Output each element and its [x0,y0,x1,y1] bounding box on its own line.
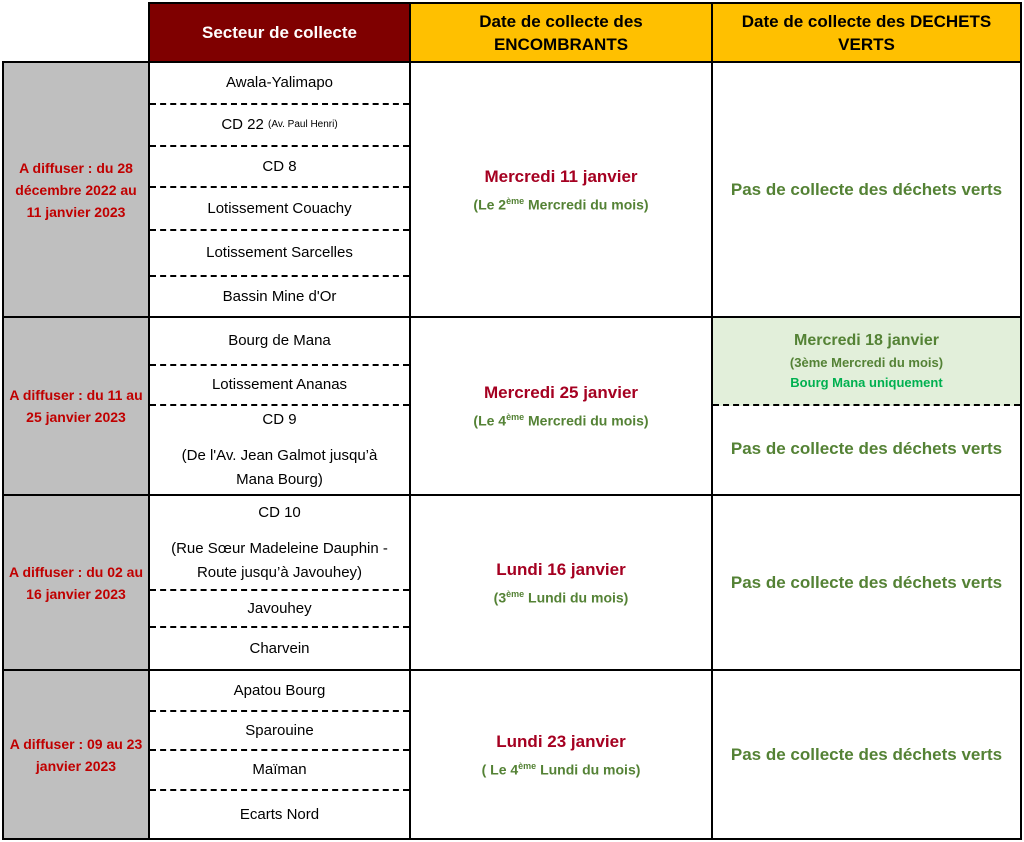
row1-sector-6 [150,277,409,316]
row4-enc-sub: ( Le 4ème Lundi du mois) [481,760,641,778]
header-encombrants [409,2,713,63]
row4-sector-2-text: Sparouine [245,721,314,739]
row3-sector-2 [150,591,409,628]
row2-sectors [148,316,411,496]
row2-verts-top-date: Mercredi 18 janvier [794,332,939,349]
row3-period [2,494,150,671]
row1-sector-1 [150,63,409,105]
row4-period-text: A diffuser : 09 au 23 janvier 2023 [9,735,143,774]
row2-sector-2-text: Lotissement Ananas [211,376,348,393]
row2-verts-bottom [713,404,1020,494]
row4-sector-1 [150,671,409,712]
row2-verts-top-note: Bourg Mana uniquement [790,375,943,390]
row4-period [2,669,150,840]
row1-period [2,61,150,318]
row4-enc-date: Lundi 23 janvier [496,731,626,751]
row1-sector-3-text: CD 8 [262,157,297,175]
row2-sector-2 [150,366,409,406]
row2-period [2,316,150,496]
row4-verts-text: Pas de collecte des déchets verts [730,744,1003,764]
row1-verts-text: Pas de collecte des déchets verts [730,179,1003,199]
header-verts-text: Date de collecte des DECHETS VERTS [741,11,992,54]
row2-period-text: A diffuser : du 11 au 25 janvier 2023 [9,387,143,425]
header-verts [711,2,1022,63]
row3-sector-1-sub: (Rue Sœur Madeleine Dauphin - Route jusqu’à Javouhey) [171,539,388,581]
row4-sector-4 [150,791,409,838]
row1-sector-4-text: Lotissement Couachy [207,199,352,217]
row1-sector-5-text: Lotissement Sarcelles [206,244,353,261]
row1-verts [711,61,1022,318]
row3-encombrants [409,494,713,671]
row2-sector-1-text: Bourg de Mana [228,332,331,349]
row4-sector-4-text: Ecarts Nord [239,805,320,823]
row2-sector-1 [150,318,409,366]
header-encombrants-text: Date de collecte des ENCOMBRANTS [479,11,643,54]
row3-verts-text: Pas de collecte des déchets verts [730,572,1003,592]
row1-sector-2-note: (Av. Paul Henri) [268,119,338,130]
row3-period-text: A diffuser : du 02 au 16 janvier 2023 [8,563,144,602]
row2-verts-text: Pas de collecte des déchets verts [730,439,1003,458]
row2-sector-3-text: CD 9 [262,411,297,428]
row4-sector-3-text: Maïman [252,761,307,778]
row2-enc-date: Mercredi 25 janvier [483,383,639,403]
row2-verts [711,316,1022,496]
row1-enc-sub: (Le 2ème Mercredi du mois) [473,195,649,213]
row3-sector-3 [150,628,409,669]
row1-sector-6-text: Bassin Mine d'Or [222,287,337,305]
row1-enc-date: Mercredi 11 janvier [484,166,638,186]
row1-encombrants [409,61,713,318]
row1-sector-2-text: CD 22 [221,116,264,133]
row2-verts-top [713,318,1020,406]
row1-sector-1-text: Awala-Yalimapo [226,74,333,91]
row1-sector-3 [150,147,409,188]
row3-enc-sub: (3ème Lundi du mois) [493,588,629,606]
row1-sector-5 [150,231,409,277]
row4-sectors [148,669,411,840]
row1-sectors [148,61,411,318]
row2-verts-top-sub: (3ème Mercredi du mois) [789,355,944,370]
row2-sector-3-sub: (De l'Av. Jean Galmot jusqu’à Mana Bourg) [181,447,378,488]
header-sector-text: Secteur de collecte [202,23,357,42]
row4-sector-3 [150,751,409,791]
row3-sector-3-text: Charvein [249,639,310,657]
row4-verts [711,669,1022,840]
row3-enc-date: Lundi 16 janvier [496,559,626,579]
row1-period-text: A diffuser : du 28 décembre 2022 au 11 janvier 2023 [15,159,137,220]
header-sector [148,2,411,63]
row2-encombrants [409,316,713,496]
row1-sector-2 [150,105,409,147]
row3-sectors [148,494,411,671]
row2-enc-sub: (Le 4ème Mercredi du mois) [473,412,649,429]
row1-sector-4 [150,188,409,231]
row3-sector-1-text: CD 10 [258,503,301,521]
row4-sector-2 [150,712,409,751]
row2-sector-3 [150,406,409,494]
row3-sector-2-text: Javouhey [247,599,312,617]
row4-encombrants [409,669,713,840]
row3-sector-1 [150,496,409,591]
row4-sector-1-text: Apatou Bourg [233,681,326,699]
row3-verts [711,494,1022,671]
